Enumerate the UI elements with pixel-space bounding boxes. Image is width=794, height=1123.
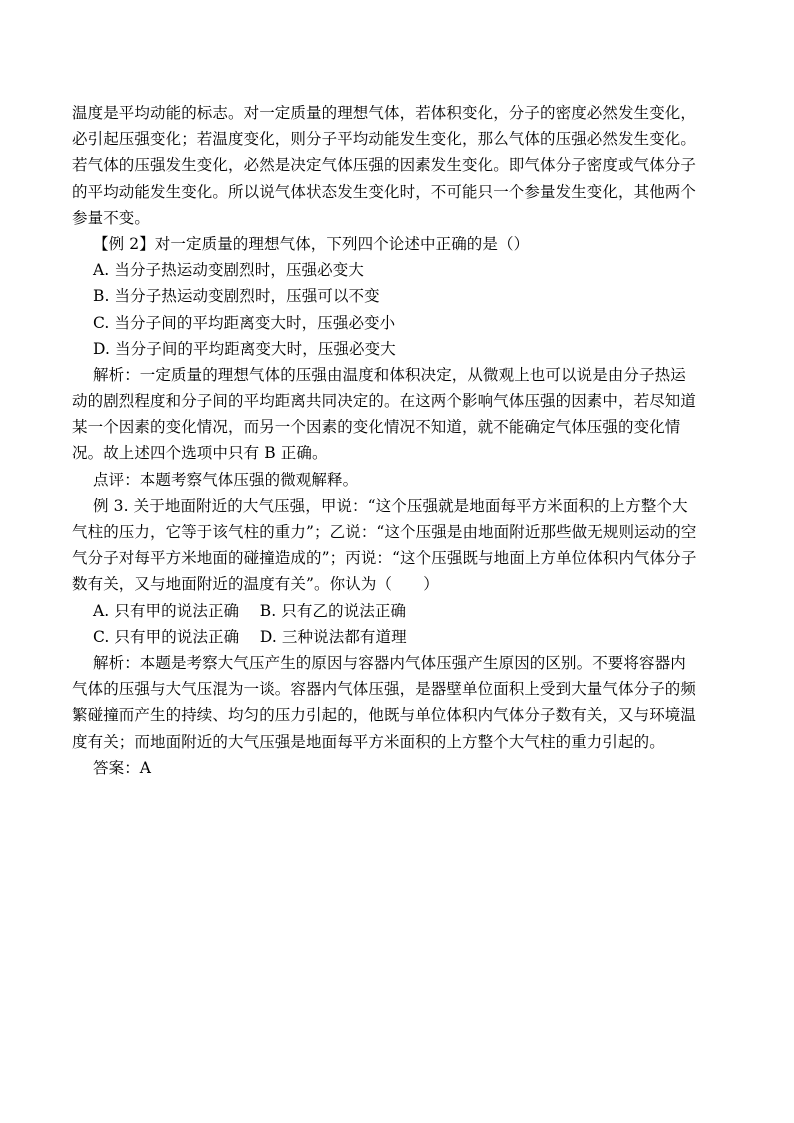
text-line: D. 当分子间的平均距离变大时，压强必变大 (93, 339, 396, 358)
text-line: C. 当分子间的平均距离变大时，压强必变小 (93, 313, 396, 332)
document-body (72, 100, 722, 781)
text-line: 必引起压强变化；若温度变化，则分子平均动能发生变化，那么气体的压强必然发生变化。 (72, 130, 697, 149)
text-line: 点评：本题考察气体压强的微观解释。 (93, 470, 359, 489)
text-line: 动的剧烈程度和分子间的平均距离共同决定的。在这两个影响气体压强的因素中，若尽知道 (72, 392, 697, 411)
text-line: 气分子对每平方米地面的碰撞造成的”；丙说：“这个压强既与地面上方单位体积内气体分子 (72, 549, 697, 568)
text-line: C. 只有甲的说法正确 D. 三种说法都有道理 (93, 627, 407, 646)
text-line: 答案：A (93, 758, 152, 777)
text-line: 某一个因素的变化情况，而另一个因素的变化情况不知道，就不能确定气体压强的变化情 (72, 418, 681, 437)
text-line: 【例 2】对一定质量的理想气体，下列四个论述中正确的是（） (93, 234, 530, 253)
text-line: 的平均动能发生变化。所以说气体状态发生变化时，不可能只一个参量发生变化，其他两个 (72, 182, 697, 201)
text-line: 解析：本题是考察大气压产生的原因与容器内气体压强产生原因的区别。不要将容器内 (93, 653, 686, 672)
text-line: 气体的压强与大气压混为一谈。容器内气体压强，是器壁单位面积上受到大量气体分子的频 (72, 680, 697, 699)
text-line: 解析：一定质量的理想气体的压强由温度和体积决定，从微观上也可以说是由分子热运 (93, 365, 686, 384)
text-line: 数有关，又与地面附近的温度有关”。你认为（ ） (72, 575, 439, 594)
text-line: A. 当分子热运动变剧烈时，压强必变大 (93, 261, 364, 280)
text-line: 气柱的压力，它等于该气柱的重力”；乙说：“这个压强是由地面附近那些做无规则运动的空 (72, 523, 697, 541)
text-line: 繁碰撞而产生的持续、均匀的压力引起的，他既与单位体积内气体分子数有关，又与环境温 (72, 706, 697, 725)
text-line: 若气体的压强发生变化，必然是决定气体压强的因素发生变化。即气体分子密度或气体分子 (72, 156, 697, 175)
text-line: 例 3. 关于地面附近的大气压强，甲说：“这个压强就是地面每平方米面积的上方整个大 (93, 496, 688, 515)
text-line: 参量不变。 (72, 208, 151, 227)
text-line: 度有关；而地面附近的大气压强是地面每平方米面积的上方整个大气柱的重力引起的。 (72, 732, 665, 751)
text-line: A. 只有甲的说法正确 B. 只有乙的说法正确 (93, 601, 407, 620)
text-line: B. 当分子热运动变剧烈时，压强可以不变 (93, 287, 380, 306)
text-line: 况。故上述四个选项中只有 B 正确。 (72, 444, 328, 463)
text-line: 温度是平均动能的标志。对一定质量的理想气体，若体积变化，分子的密度必然发生变化， (72, 104, 697, 122)
